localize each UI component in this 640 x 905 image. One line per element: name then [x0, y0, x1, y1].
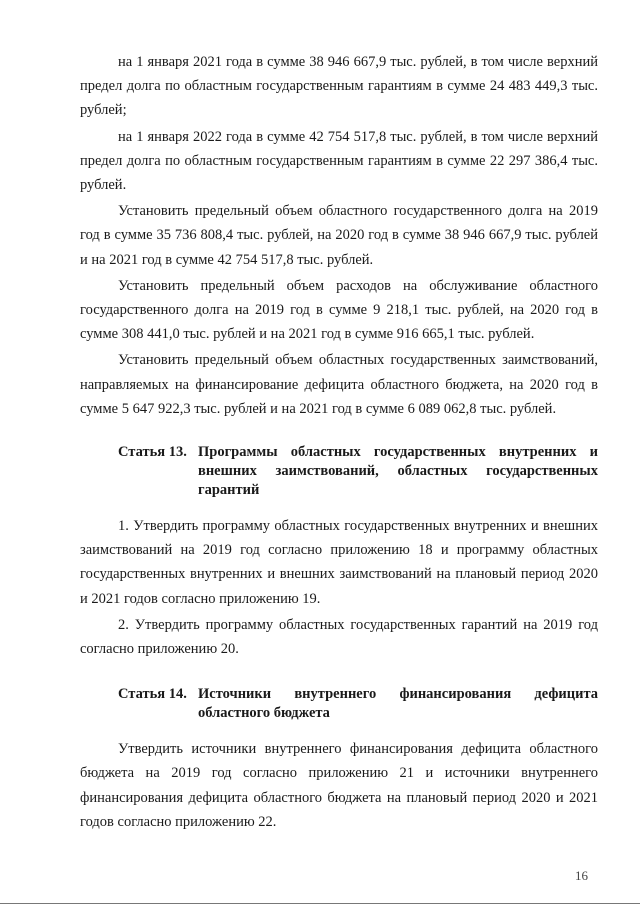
page-number: 16 [575, 868, 588, 883]
paragraph-debt-limit: Установить предельный объем областного государственного долга на 2019 год в сумме 35 736 808,4 тыс. рублей, на 2020 год в сумме 38 946 667,9 тыс. рублей и на 2021 год в сумме 42 754 517,8 тыс. рублей. [80, 203, 598, 268]
paragraph-borrowings-limit: Установить предельный объем областных государственных заимствований, направляемых на финансирование дефицита областного бюджета, на 2020 год в сумме 5 647 922,3 тыс. рублей и на 2021 год в сумме 6 089 062,8 тыс. рублей. [80, 352, 598, 417]
document-body [80, 50, 598, 834]
article-13-number: Статья 13. [118, 444, 187, 461]
article-14-paragraph-1: Утвердить источники внутреннего финансирования дефицита областного бюджета на 2019 год согласно приложению 21 и источники внутреннего финансирования дефицита областного бюджета на плановый период 2020 и 2021 годов согласно приложению 22. [80, 741, 598, 830]
article-14-heading [80, 685, 598, 723]
footer-rule [0, 903, 640, 904]
article-13-heading [80, 443, 598, 500]
article-13-title: Программы областных государственных внутренних и внешних заимствований, областных государственных гарантий [198, 444, 598, 499]
paragraph-service-expenses: Установить предельный объем расходов на обслуживание областного государственного долга на 2019 год в сумме 9 218,1 тыс. рублей, на 2020 год в сумме 308 441,0 тыс. рублей и на 2021 год в сумме 916 665,1 тыс. рублей. [80, 277, 598, 343]
paragraph-debt-2021: на 1 января 2021 года в сумме 38 946 667,9 тыс. рублей, в том числе верхний предел долга по областным государственным гарантиям в сумме 24 483 449,3 тыс. рублей; [80, 54, 598, 119]
article-14-number: Статья 14. [118, 686, 187, 703]
article-13-paragraph-1: 1. Утвердить программу областных государственных внутренних и внешних заимствований на 2019 год согласно приложению 18 и программу областных государственных внутренних и внешних заимствований на плановый период 2020 и 2021 годов согласно приложению 19. [80, 518, 598, 607]
article-13-paragraph-2: 2. Утвердить программу областных государственных гарантий на 2019 год согласно приложению 20. [80, 616, 598, 658]
paragraph-debt-2022: на 1 января 2022 года в сумме 42 754 517,8 тыс. рублей, в том числе верхний предел долга по областным государственным гарантиям в сумме 22 297 386,4 тыс. рублей. [80, 128, 598, 194]
article-14-title: Источники внутреннего финансирования дефицита областного бюджета [198, 686, 598, 722]
